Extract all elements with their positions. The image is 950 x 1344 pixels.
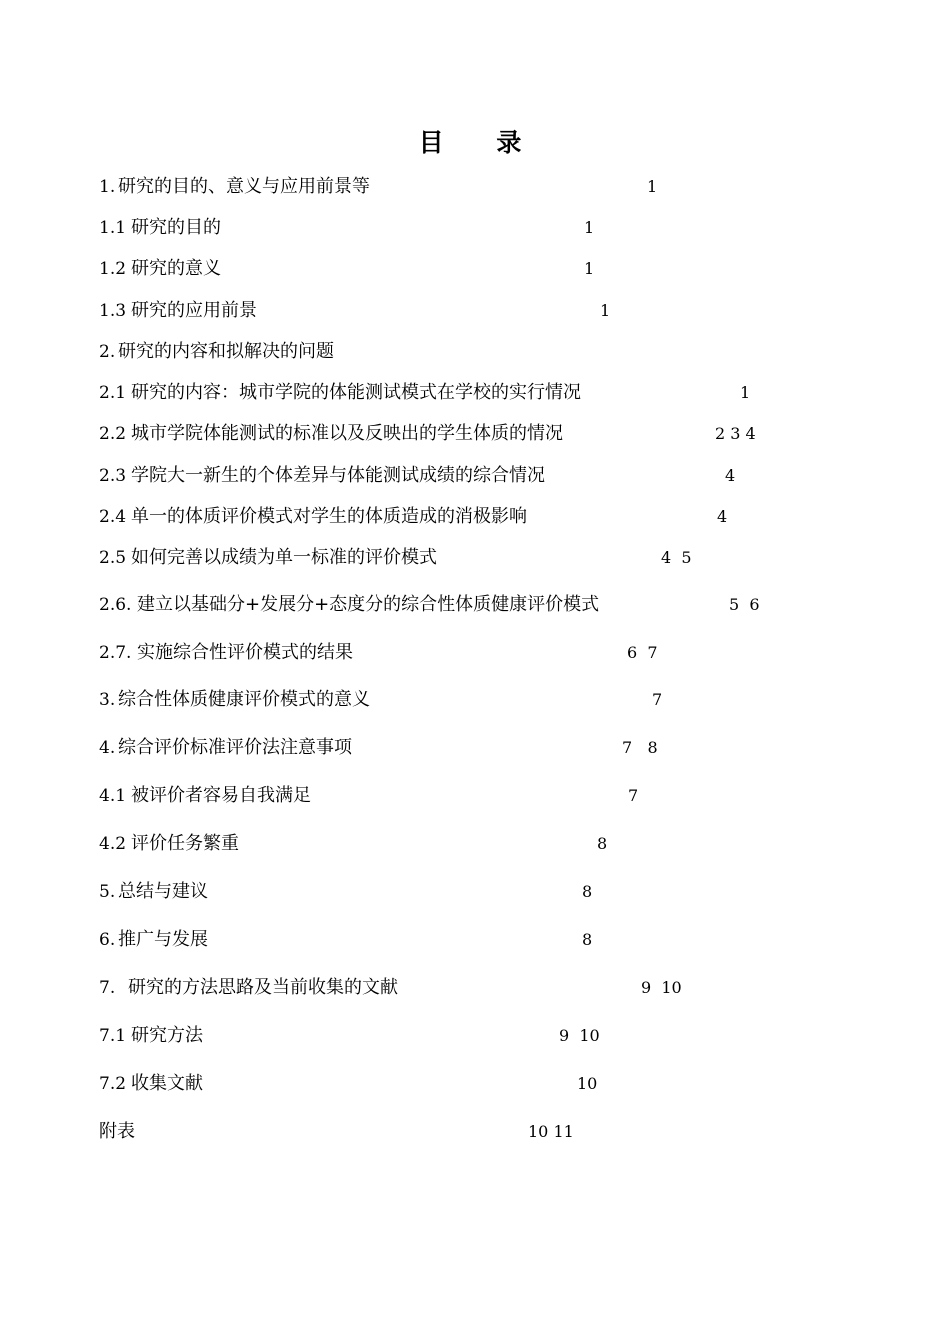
toc-entry-number: 1.3 [99, 301, 127, 321]
toc-entry [0, 174, 950, 200]
toc-entry-title: 实施综合性评价模式的结果 [137, 642, 353, 663]
toc-entry-page: 1 [647, 177, 658, 196]
toc-entry-page: 1 [584, 218, 595, 237]
toc-entry [0, 215, 950, 241]
toc-entry-number: 7.1 [99, 1026, 127, 1046]
toc-entry-number: 7.2 [99, 1074, 127, 1094]
toc-entry-title: 研究方法 [131, 1025, 203, 1046]
toc-entry-page: 7 8 [622, 738, 658, 757]
toc-entry [0, 463, 950, 489]
toc-entry [0, 831, 950, 857]
toc-entry-page: 9 10 [559, 1026, 600, 1045]
toc-entry-page: 10 11 [528, 1122, 574, 1141]
toc-entry-number: 1.2 [99, 259, 127, 279]
toc-entry-title: 研究的应用前景 [131, 300, 257, 321]
toc-entry-title: 研究的方法思路及当前收集的文献 [128, 977, 398, 998]
toc-entry-number: 4. [99, 738, 116, 758]
toc-entry-title: 综合评价标准评价法注意事项 [118, 737, 352, 758]
toc-entry-number: 6. [99, 930, 116, 950]
toc-entry-number: 4.1 [99, 786, 127, 806]
toc-entry-title: 推广与发展 [118, 929, 208, 950]
toc-entry [0, 1119, 950, 1145]
toc-entry-number: 4.2 [99, 834, 127, 854]
toc-entry [0, 783, 950, 809]
toc-entry-title: 评价任务繁重 [131, 833, 239, 854]
toc-entry-page: 2 3 4 [715, 424, 756, 443]
toc-entry-number: 2.5 [99, 548, 127, 568]
page-title: 目 录 [418, 128, 544, 157]
toc-entry [0, 421, 950, 447]
toc-entry-title: 研究的内容：城市学院的体能测试模式在学校的实行情况 [131, 382, 581, 403]
toc-entry [0, 927, 950, 953]
toc-entry-number: 1. [99, 177, 116, 197]
toc-entry [0, 592, 950, 618]
toc-entry-page: 1 [584, 259, 595, 278]
toc-entry [0, 545, 950, 571]
toc-entry-title: 学院大一新生的个体差异与体能测试成绩的综合情况 [131, 465, 545, 486]
toc-entry-page: 6 7 [627, 643, 658, 662]
toc-entry-title: 研究的意义 [131, 258, 221, 279]
toc-entry [0, 640, 950, 666]
toc-entry [0, 687, 950, 713]
toc-entry-page: 1 [740, 383, 751, 402]
toc-entry-number: 5. [99, 882, 116, 902]
toc-entry-page: 5 6 [729, 595, 760, 614]
toc-entry-title: 单一的体质评价模式对学生的体质造成的消极影响 [131, 506, 527, 527]
toc-entry-title: 研究的内容和拟解决的问题 [118, 341, 334, 362]
toc-entry-title: 综合性体质健康评价模式的意义 [118, 689, 370, 710]
toc-entry-page: 8 [597, 834, 608, 853]
toc-entry [0, 1023, 950, 1049]
toc-entry [0, 256, 950, 282]
toc-entry-title: 研究的目的、意义与应用前景等 [118, 176, 370, 197]
toc-entry-title: 总结与建议 [118, 881, 208, 902]
toc-entry-page: 1 [600, 301, 611, 320]
toc-entry-page: 4 5 [661, 548, 692, 567]
toc-entry-page: 7 [628, 786, 639, 805]
toc-entry-page: 7 [652, 690, 663, 709]
toc-entry-number: 2. [99, 342, 116, 362]
toc-entry [0, 735, 950, 761]
toc-entry-page: 10 [577, 1074, 598, 1093]
toc-entry-page: 4 [725, 466, 736, 485]
toc-entry-number: 2.4 [99, 507, 127, 527]
toc-entry-title: 收集文献 [131, 1073, 203, 1094]
toc-entry-number: 7. [99, 978, 116, 998]
toc-entry [0, 879, 950, 905]
toc-entry-page: 9 10 [641, 978, 682, 997]
toc-entry-page: 4 [717, 507, 728, 526]
toc-entry-title: 研究的目的 [131, 217, 221, 238]
toc-entry [0, 504, 950, 530]
toc-entry [0, 975, 950, 1001]
toc-entry [0, 380, 950, 406]
toc-entry-number: 3. [99, 690, 116, 710]
toc-entry [0, 1071, 950, 1097]
toc-entry-title: 如何完善以成绩为单一标准的评价模式 [131, 547, 437, 568]
toc-entry [0, 298, 950, 324]
toc-entry-number: 2.2 [99, 424, 127, 444]
toc-entry-number: 2.7. [99, 643, 132, 663]
toc-entry-title: 被评价者容易自我满足 [131, 785, 311, 806]
toc-entry-page: 8 [582, 882, 593, 901]
toc-entry-number: 2.3 [99, 466, 127, 486]
toc-entry-number: 2.1 [99, 383, 127, 403]
toc-entry-title: 建立以基础分+发展分+态度分的综合性体质健康评价模式 [137, 594, 600, 615]
toc-entry-number: 2.6. [99, 595, 132, 615]
toc-entry-title: 附表 [99, 1121, 135, 1142]
toc-entry [0, 339, 950, 365]
toc-entry-page: 8 [582, 930, 593, 949]
toc-entry-number: 1.1 [99, 218, 127, 238]
toc-entry-title: 城市学院体能测试的标准以及反映出的学生体质的情况 [131, 423, 563, 444]
